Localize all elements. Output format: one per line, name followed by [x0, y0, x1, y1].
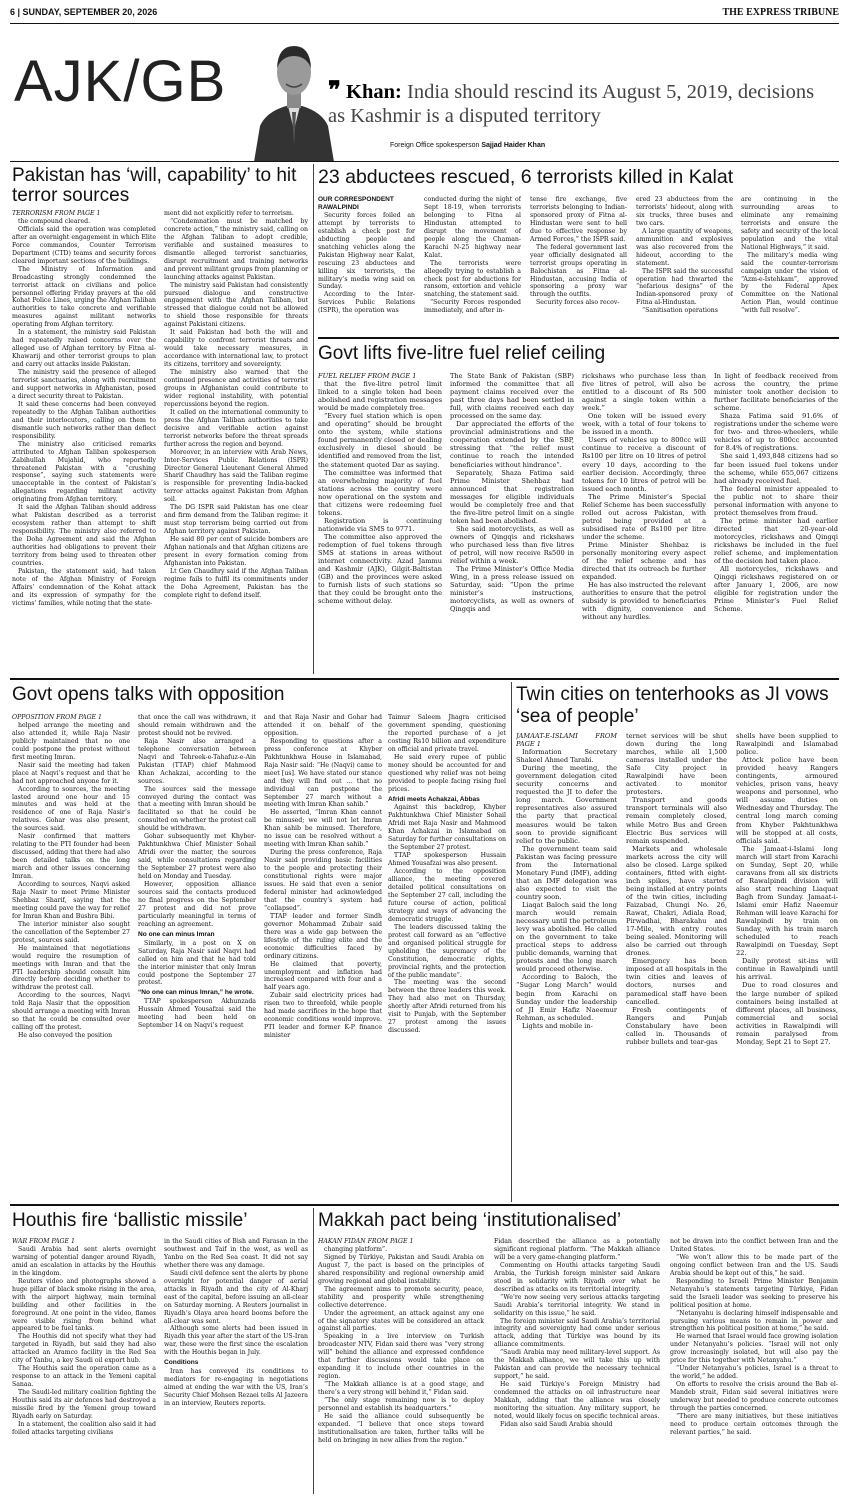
- paragraph: shells have been supplied to Rawalpindi and Islamabad police.: [736, 732, 838, 757]
- paragraph: Nasir said the meeting had taken place at Naqvi’s request and that he had not approached anyone for it.: [12, 761, 130, 785]
- paragraph: She said motorcyclists, as well as owners of Qingqis and rickshaws who purchased less than five litres of petrol, will now receive Rs500 in relief within a week.: [450, 524, 574, 566]
- paragraph: He maintained that negotiations would require the resumption of meetings with Imran and that the PTI leadership should consult him directly before deciding whether to withdraw the protest call.: [12, 944, 130, 992]
- paragraph: Security forces also recov-: [536, 299, 620, 307]
- article-column: [318, 372, 442, 674]
- paragraph: The meeting was the second between the three leaders this week. They had also met on Thursday, shortly after Afridi returned from his visit to Punjab, with the September 27 protest among the issues discussed.: [388, 979, 506, 1035]
- paragraph: TERRORISM FROM PAGE 1: [12, 210, 101, 217]
- paragraph: Attock police have been provided heavy Rangers contingents, armoured vehicles, prison vans, heavy weapons and personnel, who will assume duties on Wednesday and Thursday. The central long march coming from Khyber Pakhtunkhwa will be stopped at all costs, officials said.: [736, 756, 838, 845]
- paragraph: The committee was informed that an overwhelming majority of fuel stations across the country were now operational on the system and that citizens were redeeming fuel tokens.: [318, 468, 442, 517]
- article-column: [12, 714, 130, 1200]
- paragraph: According to sources, the meeting lasted around one hour and 15 minutes and was held at the residence of one of Raja Nasir’s relatives. Gohar was also present, the sources said.: [12, 785, 130, 833]
- paragraph: tense fire exchange, five terrorists belonging to Indian-sponsored proxy of Fitna al-Hindustan were sent to hell due to effective response by Armed Forces,” the ISPR said.: [530, 196, 627, 243]
- article-column: [670, 1238, 838, 1492]
- paragraph: The prime minister had earlier directed that 20-year-old motorcycles, rickshaws and Qingqi rickshaws be included in the fuel relief scheme, and implementation of the decision had taken place.: [714, 516, 838, 566]
- paragraph: The government team said Pakistan was facing pressure from the International Monetary Fund (IMF), adding that an IMF delegation was also expected to visit the country soon.: [516, 844, 617, 901]
- paragraph: The Saudi-led military coalition fighting the Houthis said its air defences had destroyed a missile fired by the Yemeni group toward Riyadh early on Saturday.: [12, 1389, 156, 1420]
- paragraph: Moreover, in an interview with Arab News, Inter-Services Public Relations (ISPR) Director General Lieutenant General Ahmed Sharif Chaudhry has said the Taliban regime is responsible for preventing India-backed terror attacks against Pakistan from Afghan soil.: [164, 448, 308, 504]
- paragraph: He has also instructed the relevant authorities to ensure that the petrol subsidy is provided to beneficiaries with dignity, convenience and without any hurdles.: [582, 581, 706, 622]
- paragraph: “Netanyahu is declaring himself indispensable and pursuing various means to remain in power and strengthen his political position at home,” he said.: [670, 1309, 838, 1333]
- paragraph: According to the Inter-Services Public Relations (ISPR), the operation was: [318, 291, 415, 315]
- paragraph: According to Baloch, the “Sugar Long March” would begin from Karachi on Sunday under the leadership of JI Emir Hafiz Naeemur Rehman, as scheduled.: [516, 973, 617, 1022]
- paragraph: and that Raja Nasir and Gohar had attended it on behalf of the opposition.: [264, 714, 382, 737]
- paragraph: He said the alliance could subsequently be expanded. “I believe that once steps toward institutionalisation are taken, further talks will be held on bringing in new allies from the region.”: [318, 1412, 484, 1444]
- paragraph: Officials said the operation was completed after an overnight engagement in which Elite Force commandos, Counter Terrorism Department (CTD) teams and security forces cleared important sections of the buildings.: [12, 225, 156, 265]
- paragraph: FUEL RELIEF FROM PAGE 1: [318, 372, 417, 380]
- paragraph: The federal government last year officially designated all terrorist groups operating in Balochistan as Fitna al-Hindustan, accusing India of sponsoring a proxy war through the outfits.: [530, 243, 627, 299]
- article-column: [714, 372, 838, 674]
- article-column: [138, 714, 256, 1200]
- paragraph: OPPOSITION FROM PAGE 1: [12, 714, 102, 721]
- paragraph: JAMAAT-E-ISLAMI FROM PAGE 1: [516, 732, 617, 749]
- paragraph: The ministry also warned that the continued presence and activities of terrorist groups in Afghanistan could contribute to wider regional instability, with potential repercussions beyond the region.: [164, 369, 308, 408]
- paragraph: He said every rupee of public money should be accounted for and questioned why relief was not being provided to people facing rising fuel prices.: [388, 753, 506, 793]
- paragraph: Zubair said electricity prices had risen two to threefold, while people had made sacrifices in the hope that economic conditions would improve. PTI leader and former K-P finance minister: [264, 992, 382, 1040]
- paragraph: Prime Minister Shehbaz is personally monitoring every aspect of the relief scheme and has directed that its outreach be further expanded.: [582, 540, 706, 582]
- article-column: [626, 732, 727, 1200]
- article-column: [12, 210, 156, 672]
- paragraph: The federal minister appealed to the public not to share their personal information with anyone to protect themselves from fraud.: [714, 484, 838, 517]
- paragraph: are continuing in the surrounding areas to eliminate any remaining terrorists and ensure the safety and security of the local population and the vital National Highways,” it said.: [741, 196, 838, 251]
- paragraph: conducted during the night of Sept 18-19, when terrorists belonging to Fitna al Hindustan attempted to disrupt the movement of people along the Chaman-Karachi N-25 highway near Kalat.: [424, 196, 521, 259]
- quote-name: Khan:: [346, 81, 402, 103]
- headline-kalat: 23 abductees rescued, 6 terrorists killed in Kalat: [318, 166, 734, 188]
- article-kalat: [318, 196, 838, 332]
- paragraph: The Prime Minister’s Office Media Wing, in a press release issued on Saturday, said: “Upon the prime minister’s instructions, motorcyclists, as well as owners of Qingqis and: [450, 565, 574, 614]
- paragraph: Afridi meets Achakzai, Abbas: [388, 795, 480, 803]
- article-column: [164, 210, 308, 672]
- paragraph: According to the opposition alliance, the meeting covered detailed political consultations on the September 27 call, including the future course of action, political strategy and ways of advancing the democratic struggle.: [388, 868, 506, 923]
- paragraph: According to the sources, Naqvi told Raja Nasir that the opposition should arrange a meeting with Imran so that he could be consulted over calling off the protest.: [12, 992, 130, 1032]
- column-divider: [313, 1208, 314, 1494]
- headline-makkah: Makkah pact being ‘institutionalised’: [318, 1210, 622, 1231]
- paragraph: Liaqat Baloch said the long march would remain necessary until the petroleum levy was abolished. He called on the government to take practical steps to address public demands, warning that protests and the long march would proceed otherwise.: [516, 900, 617, 974]
- paragraph: It said these concerns had been conveyed repeatedly to the Afghan Taliban authorities and their interlocutors, calling on them to dismantle such networks rather than deflect responsibility.: [12, 400, 156, 440]
- paragraph: helped arrange the meeting and also attended it, while Raja Nasir publicly maintained that no one could postpone the protest without first meeting Imran.: [12, 721, 130, 761]
- headline-pakistan-will: Pakistan has ‘will, capability’ to hit terror sources: [12, 165, 297, 206]
- paragraph: “The only stage remaining now is to deploy personnel and establish its headquarters.”: [318, 1397, 484, 1413]
- paragraph: Fidan also said Saudi Arabia should: [500, 1420, 613, 1428]
- paragraph: “We’re now seeing very serious attacks targeting Saudi Arabia’s territorial integrity. We stand in solidarity on this issue,” he said.: [494, 1293, 660, 1317]
- paragraph: The ministry said Pakistan had consistently pursued dialogue and constructive engagement with the Afghan Taliban, but stressed that dialogue could not be allowed to shield those responsible for threats against Pakistani citizens.: [164, 281, 308, 329]
- paragraph: He said Türkiye’s Foreign Ministry had condemned the attacks on oil infrastructure near Makkah, adding that the alliance was closely monitoring the situation. Any military support, he noted, would likely focus on specific technical areas.: [494, 1381, 660, 1420]
- paragraph: “Sanitisation operations: [642, 307, 718, 315]
- paragraph: Raja Nasir also arranged a telephone conversation between Naqvi and Tehreek-e-Tahafuz-e-Ain Pakistan (TTAP) chief Mahmood Khan Achakzai, according to the sources.: [138, 737, 256, 785]
- paragraph: TTAP spokesperson Akhunzada Hussain Ahmed Yousafzai said the meeting had been held on September 14 on Naqvi’s request: [138, 998, 256, 1030]
- paragraph: In a statement, the ministry said Pakistan had repeatedly raised concerns over the alleged use of Afghan territory by Fitna al-Khawarij and other terrorist groups to plan and carry out attacks inside Pakistan.: [12, 329, 156, 369]
- article-column: [264, 714, 382, 1200]
- paragraph: ered 23 abductees from the terrorists’ hideout, along with six trucks, three buses and two cars.: [636, 196, 733, 227]
- page-date: 6 | SUNDAY, SEPTEMBER 20, 2026: [10, 7, 158, 17]
- paragraph: He also conveyed the position: [18, 1032, 113, 1040]
- paragraph: The Prime Minister’s Special Relief Scheme has been successfully rolled out across Pakistan, with petrol being provided at a subsidised rate of Rs100 per litre under the scheme.: [582, 492, 706, 541]
- paragraph: Under the agreement, an attack against any one of the signatory states will be considered an attack against all parties.: [318, 1309, 484, 1333]
- article-column: [164, 1238, 308, 1492]
- headline-houthis: Houthis fire ‘ballistic missile’: [12, 1210, 248, 1231]
- paragraph: The military’s media wing said the counter-terrorism campaign under the vision of “Azm-e-Istehkam”, approved by the Federal Apex Committee on the National Action Plan, would continue “with full resolve”.: [741, 251, 838, 315]
- paragraph: It said the Afghan Taliban should address what Pakistan described as a terrorist ecosystem rather than attempt to shift responsibility. The ministry also referred to the Doha Agreement and said the Afghan authorities had obligations to prevent their territory from being used to threaten other countries.: [12, 504, 156, 567]
- paragraph: Speaking in a live interview on Turkish broadcaster NTV, Fidan said there was “very strong will” behind the alliance and expressed confidence that further discussions would take place on expanding it to include other countries in the region.: [318, 1333, 484, 1381]
- paragraph: “There are many initiatives, but these initiatives need to produce certain outcomes through the relevant parties,” he said.: [670, 1412, 838, 1436]
- paragraph: The agreement aims to promote security, peace, stability and prosperity while strengthening collective deterrence.: [318, 1285, 484, 1309]
- paragraph: A large quantity of weapons, ammunition and explosives was also recovered from the hideout, according to the statement.: [636, 227, 733, 267]
- paragraph: The ministry said the presence of alleged terrorist sanctuaries, along with recruitment and support networks in Afghanistan, posed a direct security threat to Pakistan.: [12, 369, 156, 400]
- paragraph: “Saudi Arabia may need military-level support. As the Makkah alliance, we will take this up with Pakistan and can provide the necessary technical support,” he said.: [494, 1349, 660, 1381]
- paragraph: not be drawn into the conflict between Iran and the United States.: [670, 1238, 838, 1253]
- paragraph: HAKAN FIDAN FROM PAGE 1: [318, 1238, 414, 1245]
- article-column: [530, 196, 627, 332]
- paragraph: Responding to Israeli Prime Minister Benjamin Netanyahu’s statements targeting Türkiye, Fidan said the Israeli leader was seeking to preserve his political position at home.: [670, 1277, 838, 1309]
- paragraph: Saudi civil defence sent the alerts by phone overnight for potential danger of aerial attacks in Riyadh and the city of Al-Kharj east of the capital, before issuing an all-clear on Saturday morning. A Reuters journalist in Riyadh’s Olaya area heard booms before the all-clear was sent.: [164, 1269, 308, 1325]
- paragraph: Gohar subsequently met Khyber-Pakhtunkhwa Chief Minister Sohail Afridi over the matter, the sources said, while consultations regarding the September 27 protest were also held on Monday and Tuesday.: [138, 833, 256, 881]
- paragraph: In a statement, the coalition also said it had foiled attacks targeting civilians: [12, 1420, 156, 1436]
- paragraph: Conditions: [164, 1359, 199, 1367]
- paragraph: Against this backdrop, Khyber Pakhtunkhwa Chief Minister Sohail Afridi met Raja Nasir and Mahmood Khan Achakzai in Islamabad on Saturday for further consultations on the September 27 protest.: [388, 804, 506, 852]
- paragraph: WAR FROM PAGE 1: [12, 1238, 75, 1245]
- banner-big-text: AJK/GB: [14, 49, 227, 114]
- photo-credit: Foreign Office spokesperson Sajjad Haider Khan: [390, 142, 546, 149]
- paragraph: Fresh contingents of Rangers and Punjab Constabulary have been called in. Thousands of rubber bullets and tear-gas: [626, 1005, 727, 1046]
- paragraph: The ISPR said the successful operation had thwarted the “nefarious designs” of the Indian-sponsored proxy of Fitna al-Hindustan.: [636, 267, 733, 307]
- article-column: [494, 1238, 660, 1492]
- paragraph: The terrorists were allegedly trying to establish a check post for abductions for ransom, extortion and vehicle snatching, the statement said.: [424, 259, 521, 299]
- paragraph: “Condemnation must be matched by concrete action,” the ministry said, calling on the Afghan Taliban to adopt credible, verifiable and sustained measures to dismantle alleged terrorist sanctuaries, disrupt recruitment and training networks and prevent militant groups from planning or launching attacks against Pakistan.: [164, 217, 308, 281]
- paragraph: Iran has conveyed its conditions to mediators for re-engaging in negotiations aimed at ending the war with the US, Iran’s Security Chief Mohsen Rezaei tells Al Jazeera in an interview, Reuters reports.: [164, 1368, 308, 1408]
- article-houthis: [12, 1238, 308, 1492]
- section-rule: [10, 678, 839, 680]
- article-column: [450, 372, 574, 674]
- paragraph: “Every fuel station which is open and operating” should be brought onto the system, while stations found permanently closed or dealing exclusively in diesel should be identified and removed from the list, the statement quoted Dar as saying.: [318, 412, 442, 469]
- article-fuel: [318, 372, 838, 674]
- article-column: [736, 732, 838, 1200]
- paragraph: Although some alerts had been issued in Riyadh this year after the start of the US-Iran war, these were the first since the escalation with the Houthis began in July.: [164, 1325, 308, 1357]
- paragraph: Security forces foiled an attempt by terrorists to establish a check post for abducting people and snatching vehicles along the Pakistan Highway near Kalat, rescuing 23 abductees and killing six terrorists, the military’s media wing said on Sunday.: [318, 211, 415, 291]
- paragraph: He said 80 per cent of suicide bombers are Afghan nationals and that Afghan citizens are present in every formation coming from Afghanistan into Pakistan.: [164, 536, 308, 567]
- paragraph: He asserted, “Imran Khan cannot be minused; we will not let Imran Khan sahib be minused. Therefore, no issue can be resolved without a meeting with Imran Khan sahib.”: [264, 809, 382, 849]
- paragraph: The State Bank of Pakistan (SBP) informed the committee that all payment claims received over the past three days had been settled in full, with claims received each day processed on the same day.: [450, 372, 574, 421]
- article-column: [582, 372, 706, 674]
- paragraph: rickshaws who purchase less than five litres of petrol, will also be entitled to a discount of Rs 500 against a single token within a week.”: [582, 372, 706, 413]
- paragraph: On efforts to resolve the crisis around the Bab el-Mandeb strait, Fidan said several initiatives were underway but needed to produce concrete outcomes through the parties concerned.: [670, 1381, 838, 1413]
- paragraph: Fidan described the alliance as a potentially significant regional platform. “The Makkah alliance will be a very game-changing platform.”: [494, 1238, 660, 1261]
- paragraph: Similarly, in a post on X on Saturday, Raja Nasir said Naqvi had called on him and that he had told the interior minister that only Imran could postpone the September 27 protest.: [138, 939, 256, 987]
- paragraph: “No one can minus Imran,” he wrote.: [138, 989, 254, 997]
- paragraph: Signed by Türkiye, Pakistan and Saudi Arabia on August 7, the pact is based on the principles of shared responsibility and regional ownership amid growing regional and global instability.: [318, 1253, 484, 1285]
- paragraph: Users of vehicles up to 800cc will continue to receive a discount of Rs100 per litre on 10 litres of petrol every 10 days, according to the earlier decision. Accordingly, three tokens for 10 litres of petrol will be issued each month.: [582, 436, 706, 493]
- paragraph: During the press conference, Raja Nasir said providing basic facilities to the people and protecting their constitutional rights were major issues. He said that even a senior federal minister had acknowledged that the country’s system had “collapsed”.: [264, 849, 382, 912]
- paragraph: The Houthis did not specify what they had targeted in Riyadh, but said they had also attacked an Aramco facility in the Red Sea city of Yanbu, a key Saudi oil export hub.: [12, 1333, 156, 1365]
- paragraph: She said 1,493,848 citizens had so far been issued fuel tokens under the scheme, while 655,067 citizens had already received fuel.: [714, 452, 838, 485]
- article-column: [318, 196, 415, 332]
- paragraph: He warned that Israel would face growing isolation under Netanyahu’s policies. “Israel will not only grow increasingly isolated, but will also pay the price for this together with Netanyahu.”: [670, 1333, 838, 1365]
- paragraph: In light of feedback received from across the country, the prime minister took another decision to further facilitate beneficiaries of the scheme.: [714, 372, 838, 413]
- paragraph: Emergency has been imposed at all hospitals in the twin cities and leaves of doctors, nurses and paramedical staff have been cancelled.: [626, 957, 727, 1006]
- article-twin-cities: [516, 732, 838, 1200]
- article-column: [388, 714, 506, 1200]
- paragraph: that once the call was withdrawn, it should remain withdrawn and the protest should not be revived.: [138, 714, 256, 737]
- article-column: [424, 196, 521, 332]
- paragraph: No one can minus Imran: [138, 930, 215, 938]
- paragraph: Information Secretary Shakeel Ahmed Tarabi.: [516, 748, 617, 765]
- paragraph: It called on the international community to press the Afghan Taliban authorities to take decisive and verifiable action against terrorist networks before the threat spreads further across the region and beyond.: [164, 408, 308, 448]
- article-column: [636, 196, 733, 332]
- paragraph: “Security Forces responded immediately, and after in-: [424, 299, 521, 315]
- paragraph: in the Saudi cities of Bish and Farasan in the southwest and Taif in the west, as well as Yanbu on the Red Sea coast. It did not say whether there was any damage.: [164, 1238, 308, 1269]
- paragraph: “The Makkah alliance is at a good stage, and there’s a very strong will behind it,” Fidan said.: [318, 1381, 484, 1397]
- section-rule: [10, 1204, 839, 1206]
- article-column: [516, 732, 617, 1200]
- paragraph: Due to road closures and the large number of spiked containers being installed at different places, all business, commercial and social activities in Rawalpindi will remain paralysed from Monday, Sept 21 to Sept 27.: [736, 981, 838, 1046]
- quote-text: India should rescind its August 5, 2019, decisions as Kashmir is a disputed territory: [328, 81, 815, 127]
- paragraph: The committee also approved the redemption of fuel tokens through SMS at stations in areas without internet connectivity. Azad Jammu and Kashmir (AJK), Gilgit-Baltistan (GB) and the provinces were asked to furnish lists of such stations so that they could be brought onto the scheme without delay.: [318, 532, 442, 606]
- paragraph: “We won’t allow this to be made part of the ongoing conflict between Iran and the US. Saudi Arabia should be kept out of this,” he said.: [670, 1253, 838, 1277]
- paragraph: The interior minister also sought the cancellation of the September 27 protest, sources said.: [12, 920, 130, 944]
- paragraph: Lt Gen Chaudhry said if the Afghan Taliban regime fails to fulfil its commitments under the Doha Agreement, Pakistan has the complete right to defend itself.: [164, 567, 308, 599]
- section-rule: [318, 337, 839, 339]
- paragraph: ternet services will be shut down during the long marches, while all 1,500 cameras installed under the Safe City project in Rawalpindi have been activated to monitor protesters.: [626, 732, 727, 797]
- paragraph: Responding to questions after a press conference at Khyber Pakhtunkhwa House in Islamabad, Raja Nasir said: “He (Naqvi) came to meet [us]. We have stated our stance and they will find out ... that no individual can postpone the September 27 march without a meeting with Imran Khan sahib.”: [264, 737, 382, 809]
- paragraph: All motorcycles, rickshaws and Qingqi rickshaws registered on or after January 1, 2006, are now eligible for registration under the Prime Minister’s Fuel Relief Scheme.: [714, 565, 838, 614]
- paragraph: The Ministry of Information and Broadcasting strongly condemned the terrorist attack on civilians and police personnel offering Friday prayers at the old Kohat Police Lines, urging the Afghan Taliban authorities to take concrete and verifiable measures against militant networks operating from Afghan territory.: [12, 265, 156, 329]
- paragraph: Dar appreciated the efforts of the provincial administrations and the cooperation extended by the SBP, stressing that “the relief must continue to reach the intended beneficiaries without hindrance”.: [450, 420, 574, 469]
- paragraph: It said Pakistan had both the will and capability to confront terrorist threats and would take necessary measures, in accordance with international law, to protect its citizens, territory and sovereignty.: [164, 329, 308, 369]
- paragraph: TTAP spokesperson Hussain Ahmed Yousafzai was also present.: [388, 852, 506, 868]
- column-divider: [511, 682, 512, 1202]
- paragraph: Separately, Shaza Fatima said Prime Minister Shehbaz had announced that registration messages for eligible individuals would be completely free and that the five-litre petrol limit on a single token had been abolished.: [450, 468, 574, 525]
- paragraph: Shaza Fatima said 91.6% of registrations under the scheme were for two- and three-wheelers, while vehicles of up to 800cc accounted for 8.4% of registrations.: [714, 412, 838, 453]
- paragraph: OUR CORRESPONDENT: [318, 196, 394, 203]
- article-opposition: [12, 714, 506, 1200]
- paragraph: Markets and wholesale markets across the city will also be closed. Large spiked containers, fitted with eight-inch spikes, have started being installed at entry points of the twin cities, including Faizabad, Chungi No. 26, Rawat, Chakri, Adiala Road, Pirwadhai, Bharakahu and 17-Mile, with entry routes being sealed. Monitoring will also be carried out through drones.: [626, 844, 727, 958]
- article-column: [12, 1238, 156, 1492]
- paragraph: “Under Netanyahu’s policies, Israel is a threat to the world,” he added.: [670, 1365, 838, 1381]
- paragraph: The Jamaat-i-Islami long march will start from Karachi on Sunday, Sept 20, while caravans from all six districts of Rawalpindi division will also start reaching Liaquat Bagh from Sunday. Jamaat-i-Islami emir Hafiz Naeemur Rehman will leave Karachi for Rawalpindi by train on Sunday, with his train march scheduled to reach Rawalpindi on Tuesday, Sept 22.: [736, 844, 838, 958]
- paragraph: During the meeting, the government delegation cited security concerns and requested the JI to defer the long march. Government representatives also assured the party that practical measures would be taken soon to provide significant relief to the public.: [516, 764, 617, 845]
- article-column: [318, 1238, 484, 1492]
- paragraph: He claimed that poverty, unemployment and inflation had increased compared with four and a half years ago.: [264, 960, 382, 992]
- paragraph: The sources said the message conveyed during the contact was that a meeting with Imran should be facilitated so that he could be consulted on whether the protest call should be withdrawn.: [138, 785, 256, 833]
- paragraph: Lights and mobile in-: [522, 1021, 593, 1030]
- paragraph: Taimur Saleem Jhagra criticised government spending, questioning the reported purchase of a jet costing Rs10 billion and expenditure on official and private travel.: [388, 714, 506, 753]
- column-divider: [313, 164, 314, 674]
- paragraph: ment did not explicitly refer to terrorism.: [164, 210, 294, 217]
- paragraph: The DG ISPR said Pakistan has one clear and firm demand from the Taliban regime: it must stop terrorism being carried out from Afghan territory against Pakistan.: [164, 504, 308, 536]
- paragraph: One token will be issued every week, with a total of four tokens to be issued in a month.: [582, 412, 706, 437]
- paragraph: Nasir confirmed that matters relating to the PTI founder had been discussed, adding that there had also been detailed talks on the long march and other issues concerning Imran.: [12, 833, 130, 881]
- paragraph: Saudi Arabia had sent alerts overnight warning of potential danger around Riyadh, amid an escalation in attacks by the Houthis in the kingdom.: [12, 1245, 156, 1277]
- banner: [10, 26, 839, 162]
- paragraph: The foreign minister said Saudi Arabia’s territorial integrity and sovereignty had come under serious attack, adding that Türkiye was bound by its alliance commitments.: [494, 1317, 660, 1349]
- paragraph: TTAP leader and former Sindh governor Mohammad Zubair said there was a wide gap between the lifestyle of the ruling elite and the economic difficulties faced by ordinary citizens.: [264, 912, 382, 960]
- paragraph: that the five-litre petrol limit linked to a single token had been abolished and registration messages would be made completely free.: [318, 380, 442, 413]
- publication-name: THE EXPRESS TRIBUNE: [722, 7, 839, 18]
- paragraph: Registration is continuing nationwide via SMS to 9771.: [318, 516, 442, 533]
- paragraph: The ministry also criticised remarks attributed to Afghan Taliban spokesperson Zabihullah Mujahid, who reportedly threatened Pakistan with a “crushing response”, saying such statements were unacceptable in the context of Pakistan’s allegations regarding militant activity originating from Afghan territory.: [12, 440, 156, 504]
- paragraph: Reuters video and photographs showed a huge pillar of black smoke rising in the area, with the airport highway, main terminal building and other facilities in the foreground. At one point in the video, flames were visible rising from behind what appeared to be fuel tanks.: [12, 1277, 156, 1333]
- paragraph: Pakistan, the statement said, had taken note of the Afghan Ministry of Foreign Affairs’ condemnation of the Kohat attack and its expression of sympathy for the victims’ families, while noting that the state-: [12, 567, 156, 607]
- paragraph: According to sources, Naqvi asked Raja Nasir to meet Prime Minister Shehbaz Sharif, saying that the meeting could pave the way for relief for Imran Khan and Bushra Bibi.: [12, 881, 130, 920]
- banner-quote: ❞ Khan: India should rescind its August 5, 2019, decisions as Kashmir is a disputed territory: [328, 78, 815, 127]
- paragraph: Commenting on Houthi attacks targeting Saudi Arabia, the Turkish foreign minister said Ankara stood in solidarity with Riyadh over what he described as attacks on its territorial integrity.: [494, 1261, 660, 1293]
- paragraph: The leaders discussed taking the protest call forward as an “effective and organised political struggle for upholding the supremacy of the Constitution, democratic rights, provincial rights, and the protection of the public mandate”.: [388, 923, 506, 979]
- masthead: [10, 4, 839, 24]
- article-column: [741, 196, 838, 332]
- paragraph: Daily protest sit-ins will continue in Rawalpindi until his arrival.: [736, 957, 838, 982]
- paragraph: changing platform”.: [324, 1245, 388, 1253]
- paragraph: Transport and goods transport terminals will also remain completely closed, while Metro Bus and Green Electric Bus services will remain suspended.: [626, 796, 727, 845]
- headline-opposition: Govt opens talks with opposition: [12, 684, 285, 705]
- article-makkah: [318, 1238, 838, 1492]
- headline-fuel: Govt lifts five-litre fuel relief ceiling: [318, 343, 606, 364]
- paragraph: However, opposition alliance sources said the contacts produced no final progress on the September 27 protest and did not prove particularly meaningful in terms of reaching an agreement.: [138, 881, 256, 928]
- article-pakistan-will: [12, 210, 308, 672]
- paragraph: the compound cleared.: [18, 217, 91, 225]
- paragraph: RAWALPINDI: [318, 203, 359, 211]
- headline-twin-cities: Twin cities on tenterhooks as JI vows ‘sea of people’: [516, 684, 829, 727]
- paragraph: The Houthis said the operation came as a response to an attack in the Yemeni capital Sanaa.: [12, 1365, 156, 1389]
